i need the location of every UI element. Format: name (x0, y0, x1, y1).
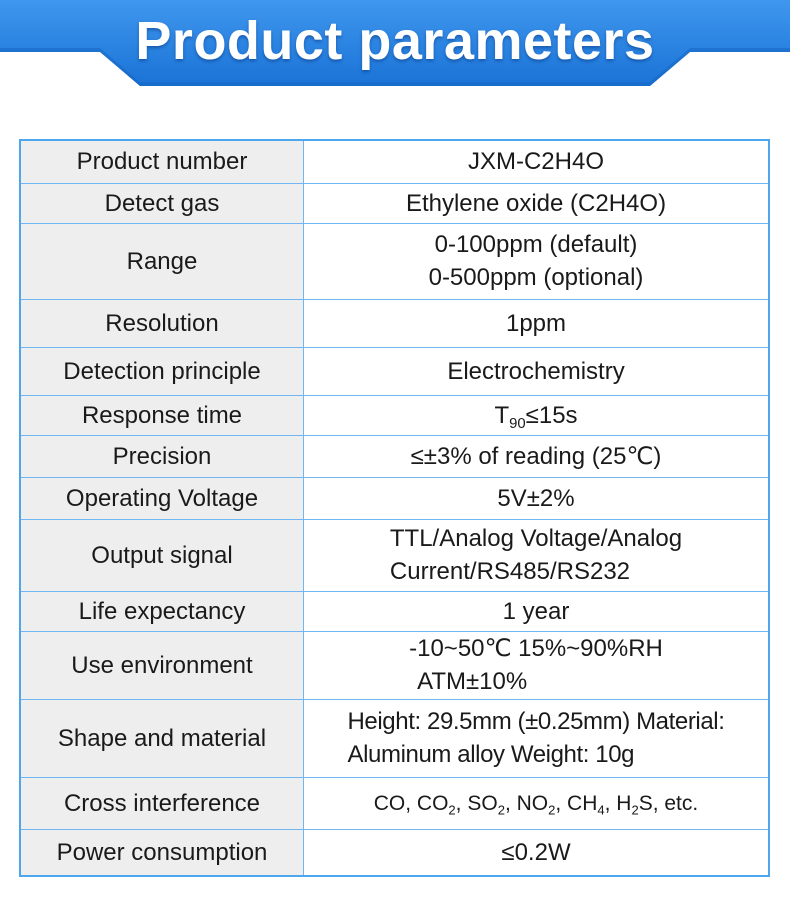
row-label: Operating Voltage (21, 477, 304, 519)
table-row (21, 519, 768, 591)
row-value-block (409, 632, 663, 698)
table-row (21, 699, 768, 777)
gas-subscript: 4 (597, 802, 605, 818)
gas-ch4: , CH (555, 791, 598, 815)
gas-subscript: 2 (631, 802, 639, 818)
row-value: 1ppm (304, 299, 769, 347)
row-label: Detect gas (21, 183, 304, 223)
gas-subscript: 2 (448, 802, 456, 818)
row-value (304, 777, 769, 829)
row-value: Ethylene oxide (C2H4O) (304, 183, 769, 223)
row-value-line: Aluminum alloy Weight: 10g (347, 741, 635, 768)
row-label: Output signal (21, 519, 304, 591)
row-label: Precision (21, 435, 304, 477)
table-row (21, 223, 768, 299)
row-label: Range (21, 223, 304, 299)
table-row (21, 299, 768, 347)
table-row (21, 631, 768, 699)
table-row (21, 777, 768, 829)
row-value: 1 year (304, 591, 769, 631)
table-row (21, 829, 768, 875)
row-value: ≤±3% of reading (25℃) (304, 435, 769, 477)
row-label: Response time (21, 395, 304, 435)
gas-co: CO, (373, 791, 417, 815)
table-row (21, 347, 768, 395)
response-time-suffix: ≤15s (525, 401, 578, 429)
row-value: 5V±2% (304, 477, 769, 519)
parameters-table (19, 139, 770, 877)
row-value-line: TTL/Analog Voltage/Analog (389, 525, 683, 552)
row-value: ≤0.2W (304, 829, 769, 875)
gas-co2: CO (416, 791, 449, 815)
row-value-line: 0-500ppm (optional) (428, 264, 644, 291)
row-value-block (390, 522, 682, 588)
table-row (21, 435, 768, 477)
page-title: Product parameters (135, 11, 655, 71)
row-value (304, 395, 769, 435)
row-label: Use environment (21, 631, 304, 699)
row-label: Detection principle (21, 347, 304, 395)
gas-so2: , SO (455, 791, 498, 815)
row-value (304, 223, 769, 299)
table-row (21, 395, 768, 435)
gas-subscript: 2 (497, 802, 505, 818)
row-label: Product number (21, 141, 304, 183)
row-value (304, 631, 769, 699)
row-value-line: Current/RS485/RS232 (389, 558, 631, 585)
response-time-subscript: 90 (509, 415, 526, 432)
row-label: Power consumption (21, 829, 304, 875)
table-row (21, 141, 768, 183)
gas-h2s-suffix: S, etc. (638, 791, 699, 815)
row-label: Shape and material (21, 699, 304, 777)
gas-h2s: , H (604, 791, 632, 815)
row-value (304, 699, 769, 777)
row-value: JXM-C2H4O (304, 141, 769, 183)
row-value-line: 0-100ppm (default) (434, 231, 638, 258)
table-row (21, 591, 768, 631)
gas-no2: , NO (504, 791, 549, 815)
gas-subscript: 2 (548, 802, 556, 818)
row-label: Life expectancy (21, 591, 304, 631)
row-value: Electrochemistry (304, 347, 769, 395)
response-time-prefix: T (494, 401, 510, 429)
header-banner (0, 0, 790, 90)
row-value-line: Height: 29.5mm (±0.25mm) Material: (347, 708, 725, 735)
row-label: Resolution (21, 299, 304, 347)
row-value-line: ATM±10% (417, 668, 528, 695)
row-value (304, 519, 769, 591)
row-value-block (347, 705, 724, 771)
table-row (21, 183, 768, 223)
row-value-line: -10~50℃ 15%~90%RH (409, 635, 663, 662)
row-label: Cross interference (21, 777, 304, 829)
table-row (21, 477, 768, 519)
